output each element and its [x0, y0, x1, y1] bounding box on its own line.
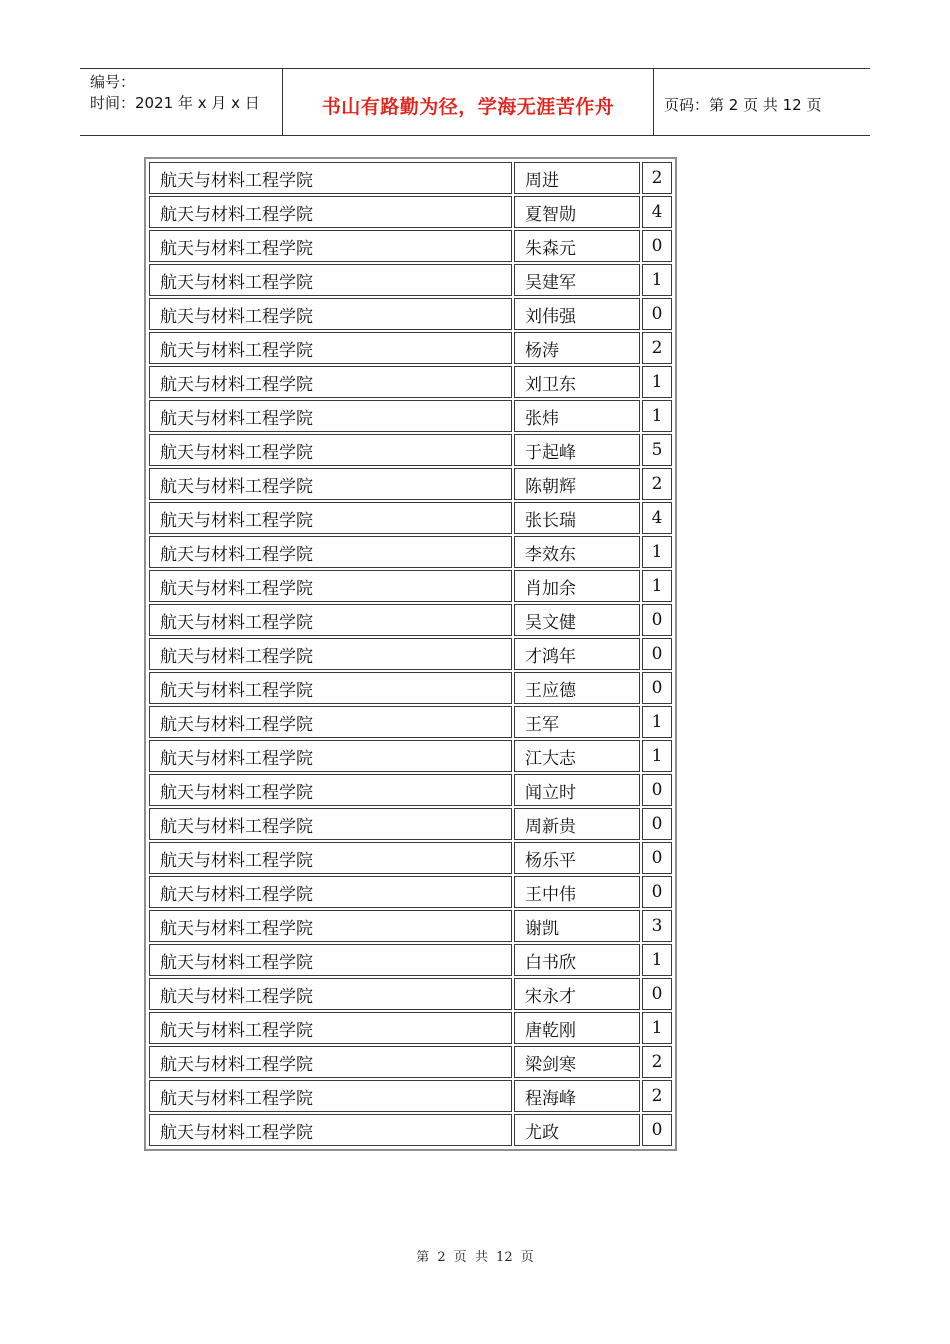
college-cell: 航天与材料工程学院	[149, 604, 512, 636]
name-cell: 李效东	[514, 536, 640, 568]
college-cell: 航天与材料工程学院	[149, 502, 512, 534]
table-row	[149, 876, 672, 908]
college-cell: 航天与材料工程学院	[149, 196, 512, 228]
name-cell: 刘卫东	[514, 366, 640, 398]
name-cell: 刘伟强	[514, 298, 640, 330]
table-row	[149, 366, 672, 398]
name-cell: 才鸿年	[514, 638, 640, 670]
count-cell: 0	[642, 842, 672, 874]
name-cell: 夏智勋	[514, 196, 640, 228]
name-cell: 于起峰	[514, 434, 640, 466]
table-row	[149, 536, 672, 568]
name-cell: 程海峰	[514, 1080, 640, 1112]
motto: 书山有路勤为径，学海无涯苦作舟	[321, 95, 615, 118]
name-cell: 周新贵	[514, 808, 640, 840]
table-row	[149, 842, 672, 874]
table-row	[149, 808, 672, 840]
page-header	[80, 68, 870, 136]
name-cell: 杨乐平	[514, 842, 640, 874]
header-meta	[80, 69, 282, 135]
count-cell: 2	[642, 1080, 672, 1112]
name-cell: 杨涛	[514, 332, 640, 364]
name-cell: 陈朝辉	[514, 468, 640, 500]
college-cell: 航天与材料工程学院	[149, 298, 512, 330]
name-cell: 张长瑞	[514, 502, 640, 534]
table-row	[149, 434, 672, 466]
count-cell: 2	[642, 468, 672, 500]
college-cell: 航天与材料工程学院	[149, 332, 512, 364]
college-cell: 航天与材料工程学院	[149, 230, 512, 262]
table-row	[149, 944, 672, 976]
college-cell: 航天与材料工程学院	[149, 536, 512, 568]
table-row	[149, 706, 672, 738]
college-cell: 航天与材料工程学院	[149, 672, 512, 704]
name-cell: 王中伟	[514, 876, 640, 908]
table-row	[149, 910, 672, 942]
college-cell: 航天与材料工程学院	[149, 468, 512, 500]
table-row	[149, 978, 672, 1010]
count-cell: 5	[642, 434, 672, 466]
name-cell: 吴建军	[514, 264, 640, 296]
count-cell: 0	[642, 230, 672, 262]
count-cell: 1	[642, 740, 672, 772]
table-row	[149, 502, 672, 534]
name-cell: 宋永才	[514, 978, 640, 1010]
college-cell: 航天与材料工程学院	[149, 400, 512, 432]
count-cell: 0	[642, 298, 672, 330]
table-row	[149, 638, 672, 670]
count-cell: 4	[642, 502, 672, 534]
count-cell: 1	[642, 366, 672, 398]
header-motto-cell	[282, 69, 654, 135]
name-cell: 张炜	[514, 400, 640, 432]
count-cell: 2	[642, 162, 672, 194]
count-cell: 1	[642, 400, 672, 432]
table-row	[149, 332, 672, 364]
table-row	[149, 1080, 672, 1112]
name-cell: 江大志	[514, 740, 640, 772]
college-cell: 航天与材料工程学院	[149, 1114, 512, 1146]
expert-table	[144, 157, 677, 1151]
table-row	[149, 196, 672, 228]
serial-label: 编号：	[90, 73, 136, 91]
count-cell: 1	[642, 1012, 672, 1044]
name-cell: 周进	[514, 162, 640, 194]
college-cell: 航天与材料工程学院	[149, 264, 512, 296]
count-cell: 0	[642, 876, 672, 908]
name-cell: 闻立时	[514, 774, 640, 806]
table-row	[149, 230, 672, 262]
count-cell: 2	[642, 1046, 672, 1078]
count-cell: 3	[642, 910, 672, 942]
count-cell: 0	[642, 774, 672, 806]
college-cell: 航天与材料工程学院	[149, 1046, 512, 1078]
count-cell: 1	[642, 944, 672, 976]
count-cell: 1	[642, 536, 672, 568]
college-cell: 航天与材料工程学院	[149, 774, 512, 806]
name-cell: 王军	[514, 706, 640, 738]
table-row	[149, 1114, 672, 1146]
header-page-info-cell	[654, 69, 870, 135]
college-cell: 航天与材料工程学院	[149, 366, 512, 398]
name-cell: 谢凯	[514, 910, 640, 942]
table-row	[149, 774, 672, 806]
page-footer: 第 2 页 共 12 页	[416, 1250, 534, 1265]
table-row	[149, 570, 672, 602]
name-cell: 王应德	[514, 672, 640, 704]
name-cell: 梁剑寒	[514, 1046, 640, 1078]
table-row	[149, 604, 672, 636]
count-cell: 0	[642, 808, 672, 840]
table-row	[149, 468, 672, 500]
name-cell: 唐乾刚	[514, 1012, 640, 1044]
table-row	[149, 400, 672, 432]
college-cell: 航天与材料工程学院	[149, 570, 512, 602]
table-row	[149, 672, 672, 704]
count-cell: 1	[642, 706, 672, 738]
college-cell: 航天与材料工程学院	[149, 944, 512, 976]
count-cell: 0	[642, 672, 672, 704]
college-cell: 航天与材料工程学院	[149, 740, 512, 772]
college-cell: 航天与材料工程学院	[149, 638, 512, 670]
name-cell: 白书欣	[514, 944, 640, 976]
college-cell: 航天与材料工程学院	[149, 808, 512, 840]
college-cell: 航天与材料工程学院	[149, 706, 512, 738]
college-cell: 航天与材料工程学院	[149, 842, 512, 874]
college-cell: 航天与材料工程学院	[149, 162, 512, 194]
name-cell: 朱森元	[514, 230, 640, 262]
college-cell: 航天与材料工程学院	[149, 876, 512, 908]
count-cell: 4	[642, 196, 672, 228]
table-row	[149, 298, 672, 330]
name-cell: 尤政	[514, 1114, 640, 1146]
college-cell: 航天与材料工程学院	[149, 910, 512, 942]
count-cell: 1	[642, 264, 672, 296]
count-cell: 2	[642, 332, 672, 364]
table-row	[149, 162, 672, 194]
table-row	[149, 1046, 672, 1078]
data-table	[147, 160, 674, 1148]
college-cell: 航天与材料工程学院	[149, 978, 512, 1010]
table-row	[149, 1012, 672, 1044]
name-cell: 肖加余	[514, 570, 640, 602]
time-label: 时间：2021 年 x 月 x 日	[90, 94, 260, 112]
name-cell: 吴文健	[514, 604, 640, 636]
college-cell: 航天与材料工程学院	[149, 434, 512, 466]
count-cell: 0	[642, 604, 672, 636]
page-info: 页码：第 2 页 共 12 页	[664, 95, 822, 114]
count-cell: 1	[642, 570, 672, 602]
table-row	[149, 264, 672, 296]
college-cell: 航天与材料工程学院	[149, 1080, 512, 1112]
table-row	[149, 740, 672, 772]
count-cell: 0	[642, 1114, 672, 1146]
table-body	[149, 162, 672, 1146]
college-cell: 航天与材料工程学院	[149, 1012, 512, 1044]
count-cell: 0	[642, 978, 672, 1010]
count-cell: 0	[642, 638, 672, 670]
